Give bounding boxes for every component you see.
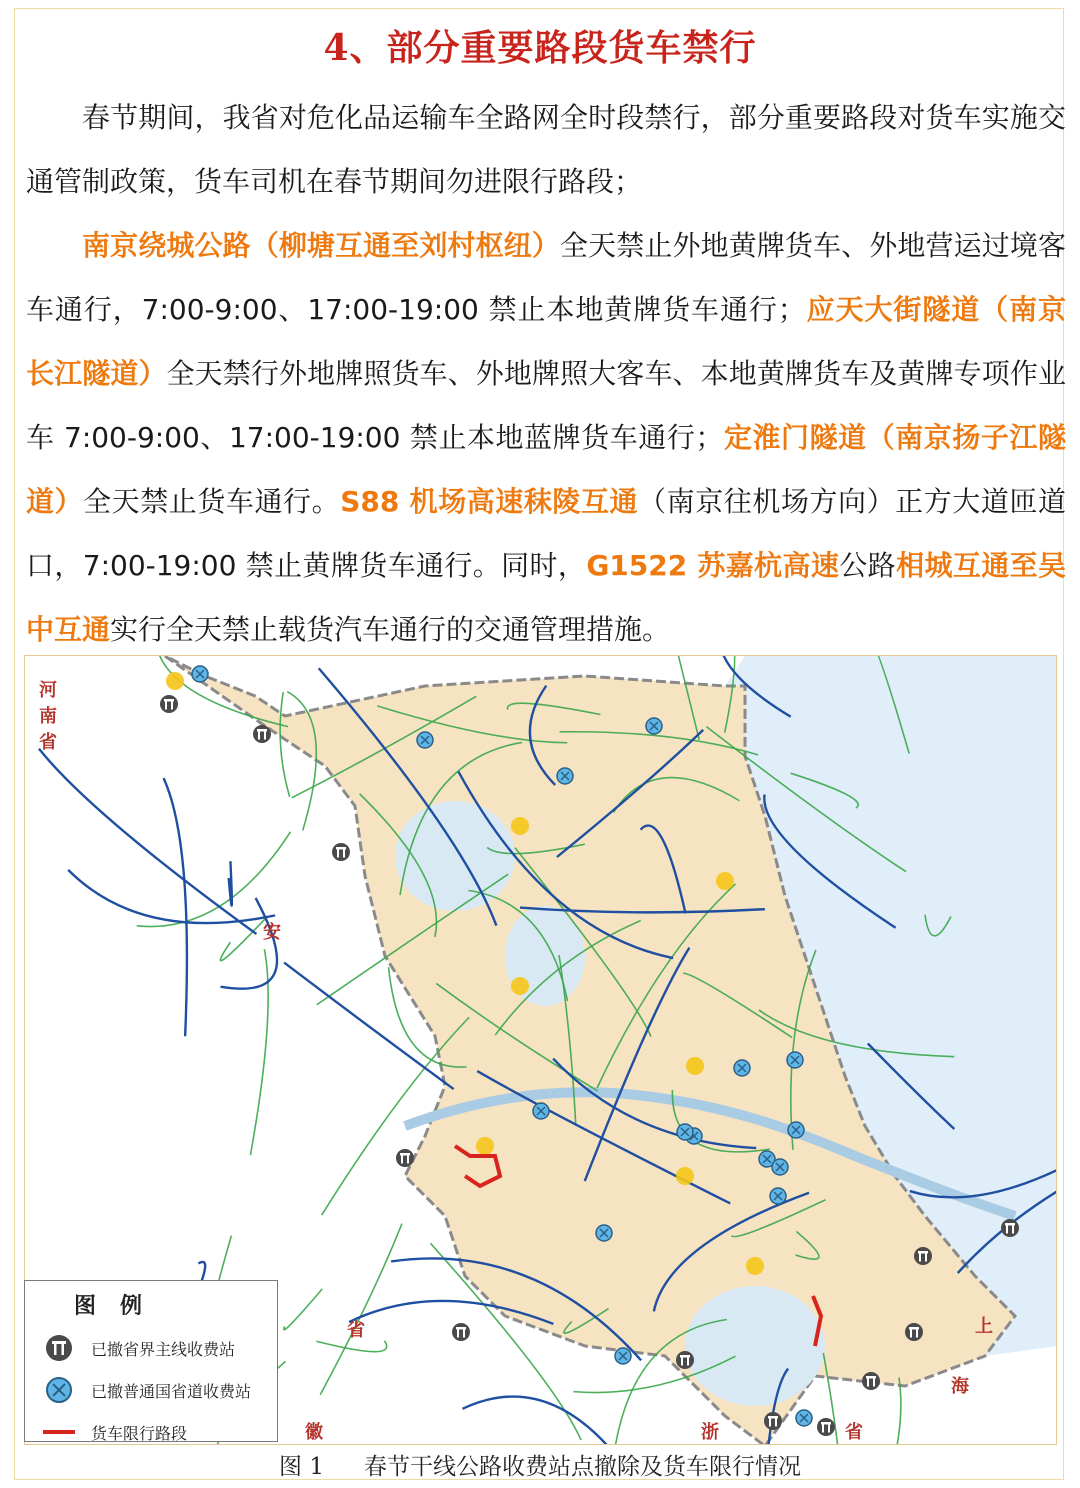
toll-station-bar <box>400 1153 410 1156</box>
toll-station-bar <box>680 1355 690 1358</box>
label-shanghai-shang: 上 <box>975 1316 993 1337</box>
toll-station-bar <box>918 1251 928 1254</box>
label-shanghai-hai: 海 <box>951 1376 969 1397</box>
toll-station-provincial-icon <box>817 1418 835 1436</box>
toll-station-provincial-icon <box>905 1323 923 1341</box>
label-anhui-sheng: 省 <box>347 1320 365 1341</box>
toll-station-leg <box>822 1425 824 1433</box>
toll-station-leg <box>401 1156 403 1164</box>
toll-station-leg <box>171 702 173 710</box>
restriction-text: 实行全天禁止载货汽车通行的交通管理措施。 <box>110 613 671 646</box>
toll-station-ordinary-icon <box>788 1122 804 1138</box>
highlighted-road-segment: G1522 苏嘉杭高速 <box>586 549 840 582</box>
toll-station-bar <box>257 729 267 732</box>
toll-station-circle <box>332 843 350 861</box>
city-area <box>686 1057 704 1075</box>
toll-station-provincial-icon <box>676 1351 694 1369</box>
legend-label: 已撤省界主线收费站 <box>91 1339 236 1359</box>
toll-station-provincial-icon <box>396 1149 414 1167</box>
toll-station-leg <box>828 1425 830 1433</box>
restricted-road-icon <box>39 1417 79 1447</box>
label-henan: 河南省 <box>39 680 57 753</box>
toll-station-bar <box>821 1422 831 1425</box>
article-body <box>26 86 1066 662</box>
toll-station-bar <box>909 1327 919 1330</box>
label-anhui-an: 安 <box>263 922 281 943</box>
toll-station-circle <box>764 1412 782 1430</box>
toll-station-leg <box>687 1358 689 1366</box>
toll-station-ordinary-icon <box>39 1375 79 1405</box>
toll-station-ordinary-icon <box>615 1348 631 1364</box>
caption-number: 图 1 <box>279 1454 324 1480</box>
toll-station-ordinary-icon <box>557 768 573 784</box>
highlighted-road-segment: 南京绕城公路（柳塘互通至刘村枢纽） <box>82 229 560 262</box>
toll-station-leg <box>463 1330 465 1338</box>
label-anhui-hui: 徽 <box>305 1422 323 1443</box>
city-area <box>676 1167 694 1185</box>
toll-station-provincial-icon <box>39 1333 79 1363</box>
map-legend <box>24 1280 278 1442</box>
toll-station-provincial-icon <box>914 1247 932 1265</box>
legend-label: 已撤普通国省道收费站 <box>91 1381 252 1401</box>
toll-station-provincial-icon <box>862 1372 880 1390</box>
toll-station-circle <box>1001 1219 1019 1237</box>
toll-station-leg <box>337 850 339 858</box>
toll-station-circle <box>396 1149 414 1167</box>
toll-station-leg <box>867 1379 869 1387</box>
toll-station-provincial-icon <box>332 843 350 861</box>
city-area <box>716 872 734 890</box>
toll-station-bar <box>768 1416 778 1419</box>
toll-station-leg <box>919 1254 921 1262</box>
toll-station-bar <box>336 847 346 850</box>
toll-station-leg <box>775 1419 777 1427</box>
city-area <box>166 672 184 690</box>
toll-station-bar <box>1005 1223 1015 1226</box>
toll-station-circle <box>253 725 271 743</box>
toll-station-leg <box>407 1156 409 1164</box>
figure-caption <box>0 1448 1080 1481</box>
restriction-text: 公路 <box>839 549 897 582</box>
toll-station-ordinary-icon <box>596 1225 612 1241</box>
restriction-text: 全天禁止外地黄牌货车、外地营运过境客车通行，7:00-9:00、17:00-19:00 禁止本地黄牌货车通行； <box>26 229 1066 326</box>
toll-station-circle <box>905 1323 923 1341</box>
toll-station-leg <box>916 1330 918 1338</box>
toll-station-leg <box>457 1330 459 1338</box>
paragraph-intro: 春节期间，我省对危化品运输车全路网全时段禁行，部分重要路段对货车实施交通管制政策，货车司机在春节期间勿进限行路段； <box>26 101 1066 198</box>
toll-station-provincial-icon <box>253 725 271 743</box>
legend-item-provincial-toll <box>39 1333 235 1363</box>
city-area <box>511 977 529 995</box>
toll-station-leg <box>873 1379 875 1387</box>
highlighted-road-segment: 应天大街隧道（南京长江隧道） <box>26 293 1066 390</box>
section-title: 4、部分重要路段货车禁行 <box>323 27 757 69</box>
toll-station-circle <box>676 1351 694 1369</box>
toll-station-circle <box>862 1372 880 1390</box>
label-zhejiang-zhe: 浙 <box>701 1422 719 1443</box>
toll-station-leg <box>769 1419 771 1427</box>
toll-station-leg <box>343 850 345 858</box>
toll-station-leg <box>1012 1226 1014 1234</box>
city-area <box>476 1137 494 1155</box>
toll-station-leg <box>910 1330 912 1338</box>
toll-station-provincial-icon <box>1001 1219 1019 1237</box>
toll-station-ordinary-icon <box>796 1410 812 1426</box>
city-area <box>511 817 529 835</box>
toll-station-circle <box>452 1323 470 1341</box>
restriction-text: 全天禁止货车通行。 <box>83 485 341 518</box>
toll-station-ordinary-icon <box>192 666 208 682</box>
toll-station-bar <box>456 1327 466 1330</box>
toll-station-leg <box>1006 1226 1008 1234</box>
toll-station-circle <box>160 695 178 713</box>
legend-title: 图例 <box>73 1293 166 1319</box>
toll-station-bar <box>866 1376 876 1379</box>
toll-station-ordinary-icon <box>677 1124 693 1140</box>
toll-station-circle <box>914 1247 932 1265</box>
toll-station-leg <box>258 732 260 740</box>
restriction-text: （南京往机场方向）正方大道匝道口，7:00-19:00 禁止黄牌货车通行。同时， <box>26 485 1066 582</box>
toll-station-provincial-icon <box>452 1323 470 1341</box>
toll-station-ordinary-icon <box>734 1060 750 1076</box>
city-area <box>746 1257 764 1275</box>
toll-station-bar <box>164 699 174 702</box>
restriction-text: 全天禁行外地牌照货车、外地牌照大客车、本地黄牌货车及黄牌专项作业车 7:00-9:00、17:00-19:00 禁止本地蓝牌货车通行； <box>26 357 1066 454</box>
toll-station-leg <box>925 1254 927 1262</box>
caption-text: 春节干线公路收费站点撤除及货车限行情况 <box>363 1454 801 1480</box>
taihu-lake <box>685 1286 825 1406</box>
highlighted-road-segment: 相城互通至吴中互通 <box>26 549 1066 646</box>
toll-station-ordinary-icon <box>646 718 662 734</box>
highlighted-road-segment: S88 机场高速秣陵互通 <box>340 485 639 518</box>
label-zhejiang-sheng: 省 <box>845 1422 863 1443</box>
toll-station-ordinary-icon <box>417 732 433 748</box>
toll-station-leg <box>165 702 167 710</box>
legend-label: 货车限行路段 <box>91 1423 188 1443</box>
toll-station-provincial-icon <box>764 1412 782 1430</box>
toll-station-leg <box>264 732 266 740</box>
highlighted-road-segment: 定淮门隧道（南京扬子江隧道） <box>26 421 1066 518</box>
toll-station-ordinary-icon <box>787 1052 803 1068</box>
toll-station-circle <box>817 1418 835 1436</box>
toll-station-ordinary-icon <box>770 1188 786 1204</box>
toll-station-provincial-icon <box>160 695 178 713</box>
legend-item-ordinary-toll <box>39 1375 251 1405</box>
toll-station-leg <box>681 1358 683 1366</box>
toll-station-ordinary-icon <box>533 1103 549 1119</box>
toll-station-ordinary-icon <box>772 1159 788 1175</box>
paragraph-restrictions <box>26 214 1066 662</box>
legend-item-restricted <box>39 1417 187 1447</box>
